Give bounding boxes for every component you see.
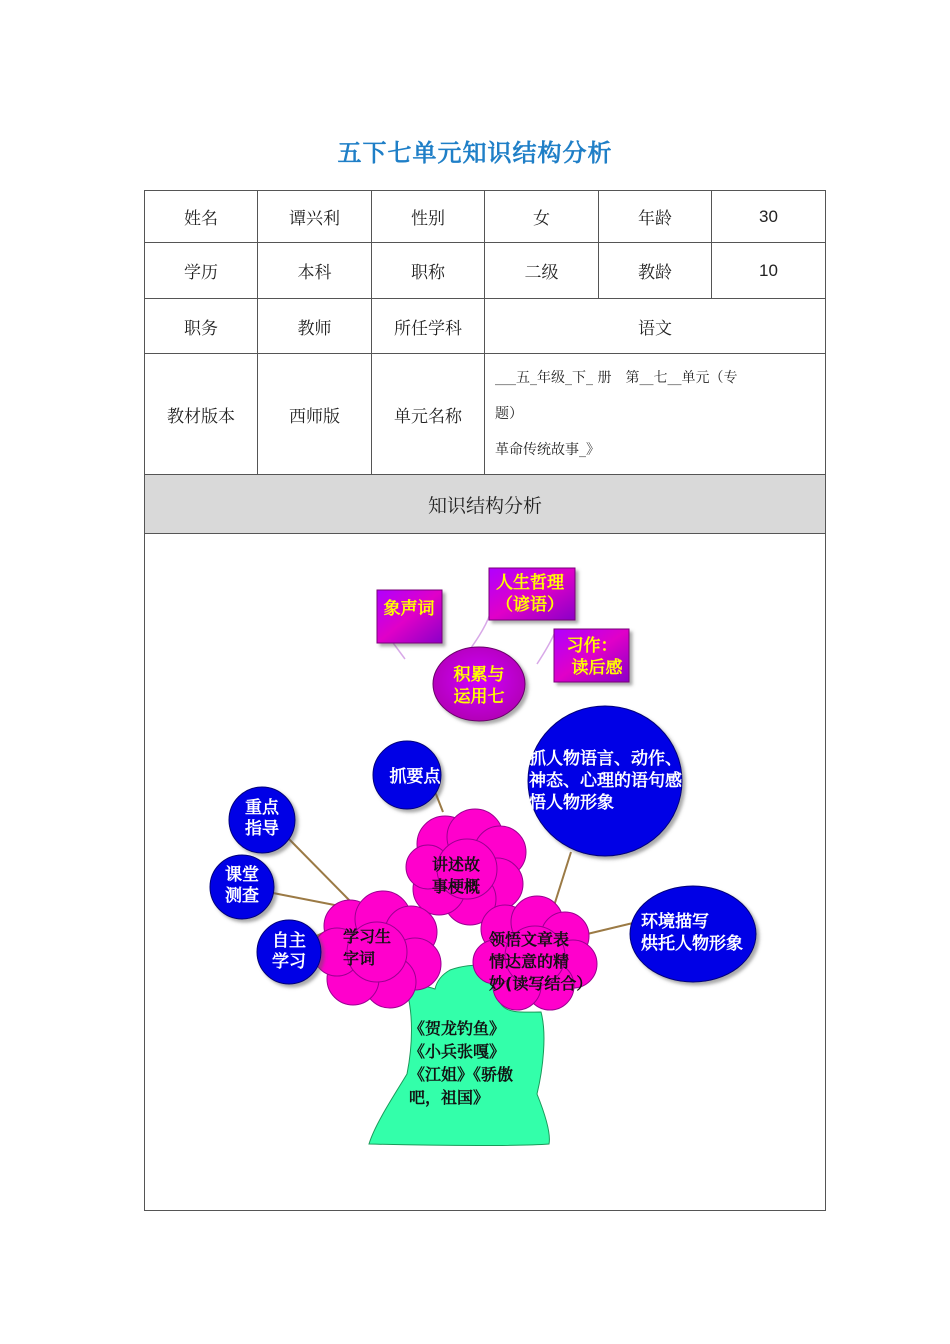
edu-label: 学历: [145, 243, 258, 299]
subject-value: 语文: [485, 299, 826, 354]
environment-text-1: 环境描写: [641, 912, 709, 932]
accum-center-text-2: 运用七: [453, 687, 505, 707]
subject-label: 所任学科: [372, 299, 485, 354]
appreciate-text-3: 妙(读写结合）: [489, 974, 593, 993]
age-label: 年龄: [599, 191, 712, 243]
rank-label: 职称: [372, 243, 485, 299]
character-text-3: 悟人物形象: [529, 793, 614, 813]
self-study-text-2: 学习: [272, 952, 306, 972]
philosophy-text-1: 人生哲理: [496, 573, 564, 593]
textbook-value: 西师版: [258, 354, 372, 475]
guide-text-2: 指导: [245, 819, 279, 839]
writing-text-2: 读后感: [571, 658, 623, 678]
trunk-text-1: 《贺龙钓鱼》: [409, 1019, 506, 1038]
self-study-text-1: 自主: [272, 931, 306, 951]
age-value: 30: [712, 191, 826, 243]
post-label: 职务: [145, 299, 258, 354]
appreciate-text-2: 情达意的精: [489, 952, 570, 971]
name-value: 谭兴利: [258, 191, 372, 243]
unit-line-1: ___五_年级_下_ 册 第__七__单元（专: [495, 370, 738, 386]
test-text-2: 测查: [225, 886, 259, 906]
words-text-2: 字词: [343, 949, 376, 968]
info-table: [144, 190, 826, 1211]
trunk-text-4: 吧，祖国》: [409, 1088, 490, 1107]
retell-text-1: 讲述故: [432, 855, 481, 874]
knowledge-tree-diagram: [145, 534, 825, 1210]
unit-line-2: 题）: [495, 406, 523, 422]
words-text-1: 学习生: [343, 927, 392, 946]
rank-value: 二级: [485, 243, 599, 299]
diagram-cell: [145, 534, 826, 1211]
page-title: 五下七单元知识结构分析: [337, 139, 613, 167]
environment-text-2: 烘托人物形象: [641, 934, 743, 954]
unit-line-3: 革命传统故事_》: [495, 442, 600, 458]
gender-label: 性别: [372, 191, 485, 243]
trunk-text-3: 《江姐》《骄傲: [409, 1065, 514, 1084]
character-text-1: 抓人物语言、动作、: [529, 749, 682, 769]
accum-center-text-1: 积累与: [453, 665, 505, 685]
gender-value: 女: [485, 191, 599, 243]
guide-text-1: 重点: [245, 798, 279, 818]
test-text-1: 课堂: [225, 865, 259, 885]
teach-age-label: 教龄: [599, 243, 712, 299]
edu-value: 本科: [258, 243, 372, 299]
onomatopoeia-text: 象声词: [383, 599, 435, 619]
textbook-label: 教材版本: [145, 354, 258, 475]
unit-label: 单元名称: [372, 354, 485, 475]
character-text-2: 神态、心理的语句感: [529, 771, 682, 791]
post-value: 教师: [258, 299, 372, 354]
section-title: 知识结构分析: [145, 475, 826, 534]
retell-text-2: 事梗概: [432, 877, 481, 896]
writing-text-1: 习作：: [566, 636, 618, 656]
philosophy-text-2: （谚语）: [496, 595, 564, 615]
name-label: 姓名: [145, 191, 258, 243]
trunk-text-2: 《小兵张嘎》: [409, 1042, 506, 1061]
appreciate-text-1: 领悟文章表: [489, 930, 570, 949]
key-points-text: 抓要点: [389, 767, 441, 787]
unit-value: [485, 354, 826, 475]
teach-age-value: 10: [712, 243, 826, 299]
